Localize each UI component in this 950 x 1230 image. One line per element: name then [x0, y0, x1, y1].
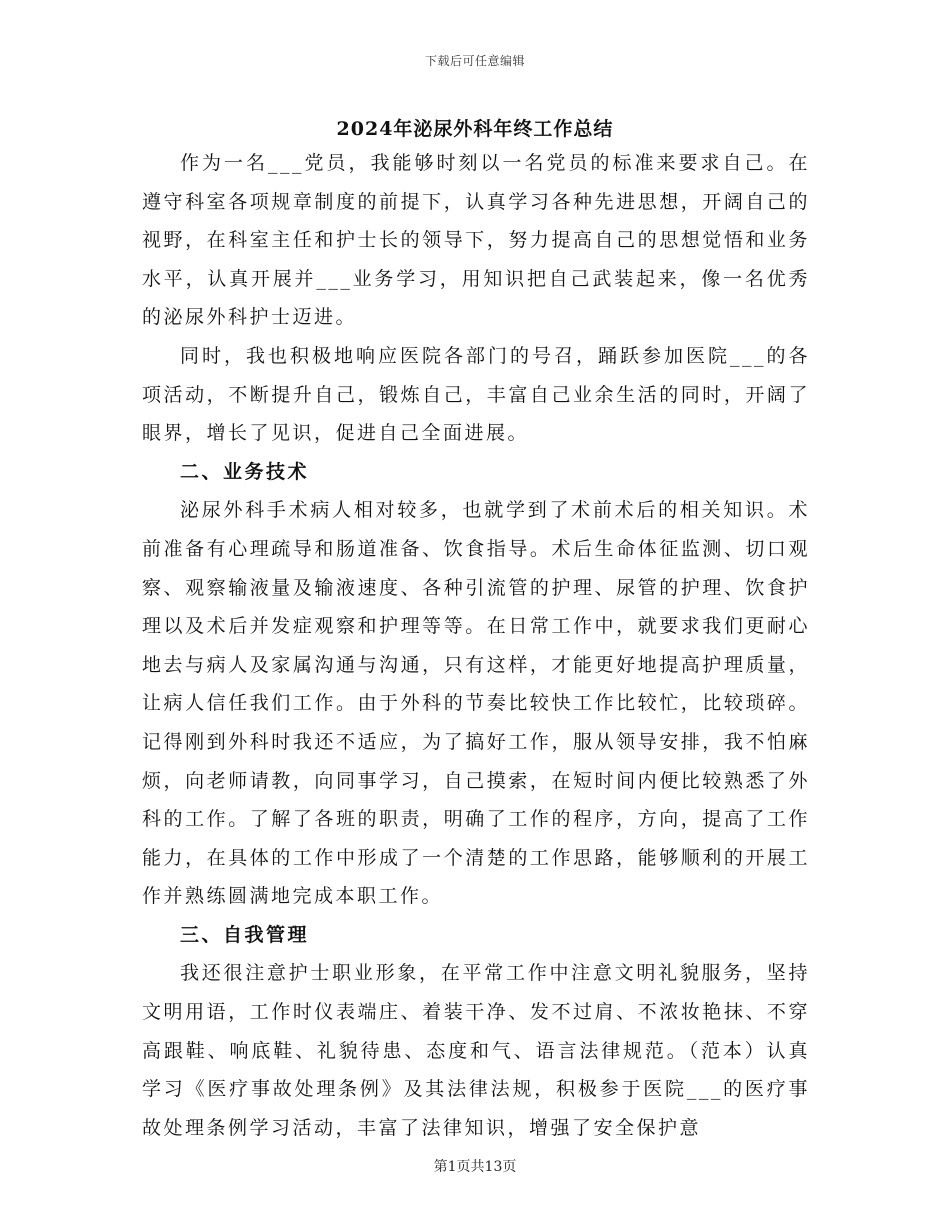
- section-heading-business-skills: 二、业务技术: [180, 460, 310, 483]
- document-title: 2024年泌尿外科年终工作总结: [336, 118, 614, 140]
- page-number-indicator: 第1页共13页: [433, 1159, 517, 1175]
- paragraph-hospital-activities: 同时，我也积极地响应医院各部门的号召，踊跃参加医院___的各项活动，不断提升自己，锻炼自己，丰富自己业余生活的同时，开阔了眼界，增长了见识，促进自己全面进展。: [142, 344, 810, 445]
- document-body: [142, 144, 810, 1147]
- paragraph-business-skills: 泌尿外科手术病人相对较多，也就学到了术前术后的相关知识。术前准备有心理疏导和肠道准备、饮食指导。术后生命体征监测、切口观察、观察输液量及输液速度、各种引流管的护理、尿管的护理、饮食护理以及术后并发症观察和护理等等。在日常工作中，就要求我们更耐心地去与病人及家属沟通与沟通，只有这样，才能更好地提高护理质量，让病人信任我们工作。由于外科的节奏比较快工作比较忙，比较琐碎。记得刚到外科时我还不适应，为了搞好工作，服从领导安排，我不怕麻烦，向老师请教，向同事学习，自己摸索，在短时间内便比较熟悉了外科的工作。了解了各班的职责，明确了工作的程序，方向，提高了工作能力，在具体的工作中形成了一个清楚的工作思路，能够顺利的开展工作并熟练圆满地完成本职工作。: [142, 499, 810, 908]
- paragraph-party-member: 作为一名___党员，我能够时刻以一名党员的标准来要求自己。在遵守科室各项规章制度的前提下，认真学习各种先进思想，开阔自己的视野，在科室主任和护士长的领导下，努力提高自己的思想觉悟和业务水平，认真开展并___业务学习，用知识把自己武装起来，像一名优秀的泌尿外科护士迈进。: [142, 152, 810, 329]
- section-heading-self-management: 三、自我管理: [180, 923, 310, 946]
- paragraph-self-management: 我还很注意护士职业形象，在平常工作中注意文明礼貌服务，坚持文明用语，工作时仪表端庄、着装干净、发不过肩、不浓妆艳抹、不穿高跟鞋、响底鞋、礼貌待患、态度和气、语言法律规范。（范本）认真学习《医疗事故处理条例》及其法律法规，积极参于医院___的医疗事故处理条例学习活动，丰富了法律知识，增强了安全保护意: [142, 962, 810, 1139]
- page-header-note: 下载后可任意编辑: [424, 54, 525, 68]
